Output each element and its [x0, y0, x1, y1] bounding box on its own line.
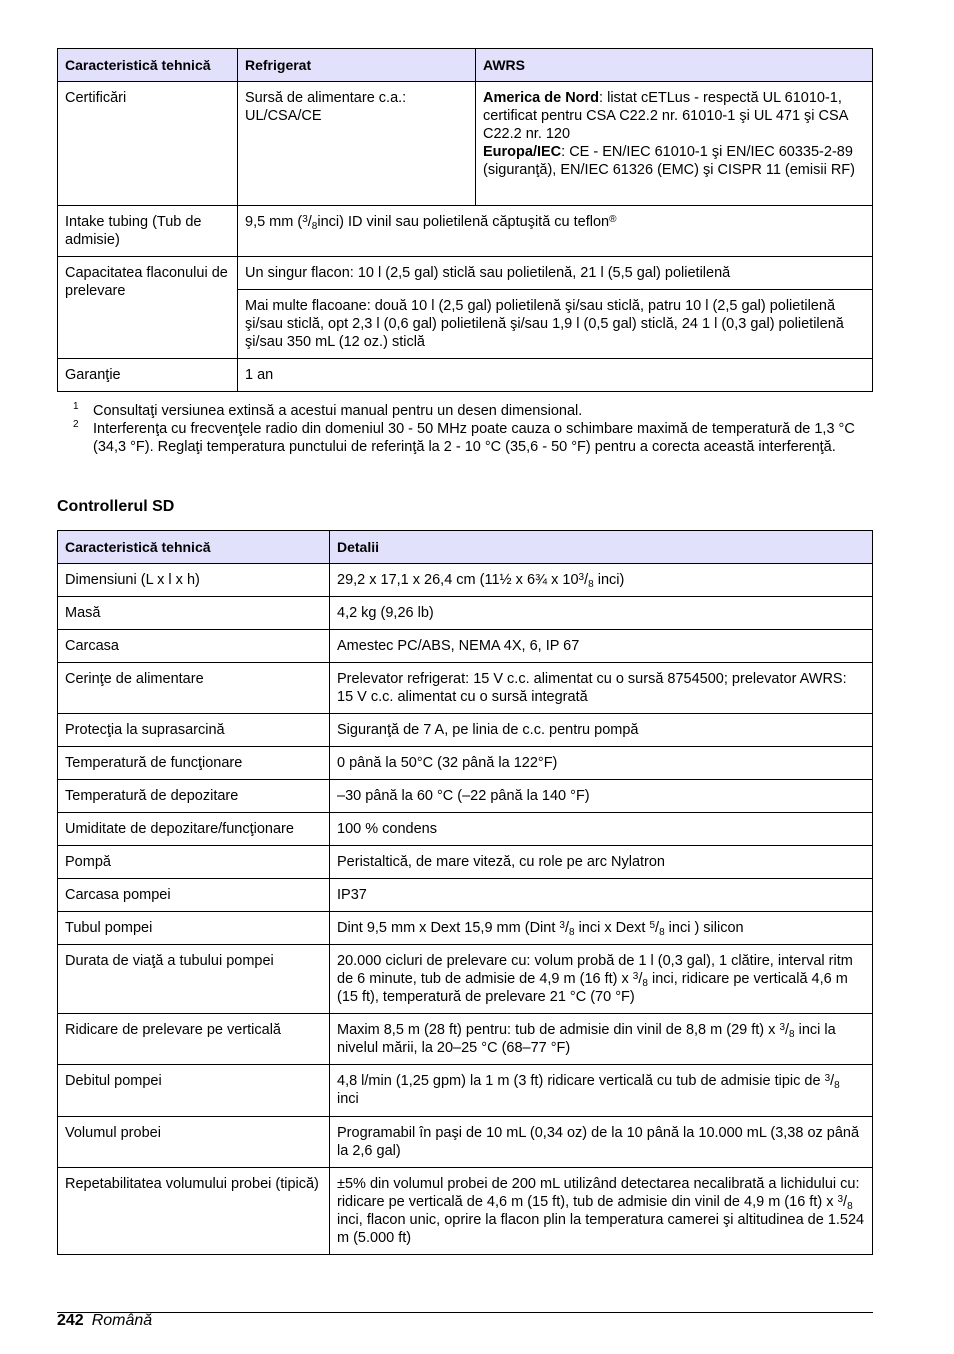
- table-row: [58, 257, 873, 290]
- column-header: AWRS: [476, 49, 873, 82]
- cell-text: : CE - EN/IEC 61010-1 şi EN/IEC 60335-2-89 (siguranţă), EN/IEC 61326 (EMC) şi CISPR 11 (emisii RF): [483, 144, 855, 178]
- footer-language: Română: [91, 1312, 153, 1329]
- cell-text: 20.000 cicluri de prelevare cu: volum probă de 1 l (0,3 gal), 1 clătire, interval ritm de 6 minute, tub de admisie de 4,9 m (16 ft) x: [337, 953, 853, 987]
- row-label: Carcasa pompei: [58, 879, 330, 912]
- table-row: [58, 663, 873, 714]
- cell-text: 4,8 l/min (1,25 gpm) la 1 m (3 ft) ridicare verticală cu tub de admisie tipic de: [337, 1073, 825, 1089]
- column-header: Detalii: [330, 531, 873, 564]
- cell-value: 9,5 mm $(^3/_8inci)$ ID vinil sau polietilenă căptuşită cu teflon®: [238, 206, 873, 257]
- fraction-numerator: 3: [824, 1073, 831, 1084]
- table-row: [58, 1014, 873, 1065]
- footnote: [57, 402, 873, 420]
- cell-text: 29,2 x 17,1 x 26,4 cm (11½ x 6¾ x 10: [337, 572, 579, 588]
- footnote-number: 2: [73, 419, 79, 430]
- footnote-number: 1: [73, 401, 79, 412]
- table-row: [58, 813, 873, 846]
- fraction-numerator: 5: [649, 920, 656, 931]
- row-label: Certificări: [58, 82, 238, 206]
- section-title: Controllerul SD: [57, 498, 175, 515]
- page-number: 242: [57, 1312, 84, 1329]
- cell-text: inci x Dext: [574, 920, 650, 936]
- table-row: [58, 630, 873, 663]
- table-row: [58, 780, 873, 813]
- cell-value: Siguranţă de 7 A, pe linia de c.c. pentru pompă: [330, 714, 873, 747]
- row-label: Pompă: [58, 846, 330, 879]
- row-label: Tubul pompei: [58, 912, 330, 945]
- cell-text: inci, flacon unic, oprire la flacon plin la temperatura camerei şi altitudinea de 1.524 m (5.000 ft): [337, 1212, 865, 1246]
- row-label: Volumul probei: [58, 1117, 330, 1168]
- table-row: [58, 82, 873, 206]
- fraction-denominator: 8: [847, 1201, 853, 1212]
- cell-value: Un singur flacon: 10 l (2,5 gal) sticlă sau polietilenă, 21 l (5,5 gal) polietilenă: [238, 257, 873, 290]
- column-header: Caracteristică tehnică: [58, 531, 330, 564]
- cell-text: Maxim 8,5 m (28 ft) pentru: tub de admisie din vinil de 8,8 m (29 ft) x: [337, 1022, 780, 1038]
- cell-text: inci, ridicare pe verticală 4,6 m (15 ft), temperatură de prelevare 21 °C (70 °F): [337, 971, 848, 1005]
- cell-value: Dint 9,5 mm x Dext 15,9 mm (Dint $^3/_8$ inci x Dext $^5/_8$ inci ) silicon: [330, 912, 873, 945]
- row-label: Ridicare de prelevare pe verticală: [58, 1014, 330, 1065]
- cell-value: 20.000 cicluri de prelevare cu: volum probă de 1 l (0,3 gal), 1 clătire, interval ritm de 6 minute, tub de admisie de 4,9 m (16 ft) x $^3/_8$ inci, ridicare pe verticală 4,6 m (15 ft), temperatură de prelevare 21 °C (70 °F): [330, 945, 873, 1014]
- row-label: Garanţie: [58, 359, 238, 392]
- fraction-numerator: 3: [559, 920, 565, 931]
- table-row: [58, 912, 873, 945]
- cell-value: IP37: [330, 879, 873, 912]
- region-label: Europa/IEC: [483, 144, 562, 160]
- fraction-numerator: 3: [632, 971, 639, 982]
- row-label: Capacitatea flaconului de prelevare: [58, 257, 238, 359]
- row-label: Dimensiuni (L x l x h): [58, 564, 330, 597]
- row-label: Umiditate de depozitare/funcţionare: [58, 813, 330, 846]
- column-header: Caracteristică tehnică: [58, 49, 238, 82]
- cell-value: Mai multe flacoane: două 10 l (2,5 gal) polietilenă şi/sau sticlă, patru 10 l (2,5 gal) polietilenă şi/sau sticlă, opt 2,3 l (0,6 gal) polietilenă şi/sau 1,9 l (0,5 gal) sticlă, 24 1 l (0,3 gal) polietilenă şi/sau 350 mL (12 oz.) sticlă: [238, 290, 873, 359]
- cell-text: inci): [593, 572, 625, 588]
- cell-value: Amestec PC/ABS, NEMA 4X, 6, IP 67: [330, 630, 873, 663]
- table-row: [58, 564, 873, 597]
- table-row: [58, 206, 873, 257]
- cell-value: 4,8 l/min (1,25 gpm) la 1 m (3 ft) ridicare verticală cu tub de admisie tipic de $^3/_8$ inci: [330, 1065, 873, 1117]
- fraction-numerator: 3: [779, 1022, 785, 1033]
- row-label: Cerinţe de alimentare: [58, 663, 330, 714]
- table-row: [58, 1168, 873, 1255]
- fraction-denominator: 8: [789, 1029, 795, 1040]
- fraction-denominator: 8: [311, 221, 318, 232]
- cell-value: Sursă de alimentare c.a.: UL/CSA/CE: [238, 82, 476, 206]
- row-label: Debitul pompei: [58, 1065, 330, 1117]
- cell-text: inci) ID vinil sau polietilenă căptuşită cu teflon: [317, 214, 610, 230]
- cell-text: inci ) silicon: [664, 920, 744, 936]
- fraction-denominator: 8: [659, 927, 665, 938]
- cell-value: Prelevator refrigerat: 15 V c.c. alimentat cu o sursă 8754500; prelevator AWRS: 15 V c.c. alimentat cu o sursă integrată: [330, 663, 873, 714]
- cell-text: inci: [337, 1091, 359, 1107]
- table-row: [58, 597, 873, 630]
- column-header: Refrigerat: [238, 49, 476, 82]
- fraction-denominator: 8: [642, 978, 648, 989]
- table-row: [58, 879, 873, 912]
- cell-value: Maxim 8,5 m (28 ft) pentru: tub de admisie din vinil de 8,8 m (29 ft) x $^3/_8$ inci la nivelul mării, la 20–25 °C (68–77 °F): [330, 1014, 873, 1065]
- row-label: Temperatură de funcţionare: [58, 747, 330, 780]
- fraction-numerator: 3: [302, 214, 308, 225]
- cell-text: Dint 9,5 mm x Dext 15,9 mm (Dint: [337, 920, 560, 936]
- cell-text: 9,5 mm (: [245, 214, 303, 230]
- table-row: [58, 1065, 873, 1117]
- row-label: Carcasa: [58, 630, 330, 663]
- cell-value: [476, 82, 873, 206]
- row-label: Durata de viaţă a tubului pompei: [58, 945, 330, 1014]
- row-label: Protecţia la suprasarcină: [58, 714, 330, 747]
- cell-value: –30 până la 60 °C (–22 până la 140 °F): [330, 780, 873, 813]
- row-label: Intake tubing (Tub de admisie): [58, 206, 238, 257]
- table-row: [58, 846, 873, 879]
- fraction-denominator: 8: [834, 1080, 840, 1091]
- table-header-row: [58, 49, 873, 82]
- region-label: America de Nord: [483, 90, 600, 106]
- table-row: [58, 945, 873, 1014]
- footnote: [57, 420, 873, 456]
- specs-table-sd-controller: [57, 530, 873, 1255]
- cell-value: 100 % condens: [330, 813, 873, 846]
- footnote-text: Consultaţi versiunea extinsă a acestui manual pentru un desen dimensional.: [93, 403, 583, 419]
- cell-value: 0 până la 50°C (32 până la 122°F): [330, 747, 873, 780]
- row-label: Masă: [58, 597, 330, 630]
- specs-table-sampler: [57, 48, 873, 392]
- registered-mark: ®: [609, 214, 617, 225]
- footer-divider: [57, 1312, 873, 1313]
- page-footer: [57, 1312, 152, 1330]
- cell-value: 1 an: [238, 359, 873, 392]
- fraction-numerator: 3: [837, 1194, 844, 1205]
- row-label: Repetabilitatea volumului probei (tipică): [58, 1168, 330, 1255]
- cell-value: 29,2 x 17,1 x 26,4 cm (11½ x 6¾ x $10^3/_8$ inci): [330, 564, 873, 597]
- table-row: [58, 747, 873, 780]
- table-header-row: [58, 531, 873, 564]
- fraction-denominator: 8: [568, 927, 575, 938]
- cell-value: ±5% din volumul probei de 200 mL utilizând detectarea necalibrată a lichidului cu: ridicare pe verticală de 4,6 m (15 ft), tub de admisie din vinil de 4,9 m (16 ft) x $^3/_8$ inci, flacon unic, oprire la flacon plin la temperatura camerei şi altitudinea de 1.524 m (5.000 ft): [330, 1168, 873, 1255]
- cell-text: ±5% din volumul probei de 200 mL utilizând detectarea necalibrată a lichidului cu: ridicare pe verticală de 4,6 m (15 ft), tub de admisie din vinil de 4,9 m (16 ft) x: [337, 1176, 860, 1210]
- cell-value: Peristaltică, de mare viteză, cu role pe arc Nylatron: [330, 846, 873, 879]
- table-row: [58, 1117, 873, 1168]
- cell-value: 4,2 kg (9,26 lb): [330, 597, 873, 630]
- table-row: [58, 714, 873, 747]
- row-label: Temperatură de depozitare: [58, 780, 330, 813]
- table-row: [58, 359, 873, 392]
- cell-text: inci la nivelul mării, la 20–25 °C (68–77 °F): [337, 1022, 836, 1056]
- footnote-text: Interferenţa cu frecvenţele radio din domeniul 30 - 50 MHz poate cauza o schimbare maximă de temperatură de 1,3 °C (34,3 °F). Reglaţi temperatura punctului de referinţă la 2 - 10 °C (35,6 - 50 °F) pentru a corecta această interferenţă.: [93, 421, 855, 455]
- cell-value: Programabil în paşi de 10 mL (0,34 oz) de la 10 până la 10.000 mL (3,38 oz până la 2,6 gal): [330, 1117, 873, 1168]
- cell-text: : listat cETLus - respectă UL 61010-1, certificat pentru CSA C22.2 nr. 61010-1 şi UL 471 şi CSA C22.2 nr. 120: [483, 90, 848, 142]
- fraction-denominator: 8: [588, 579, 594, 590]
- fraction-numerator: 3: [578, 572, 585, 583]
